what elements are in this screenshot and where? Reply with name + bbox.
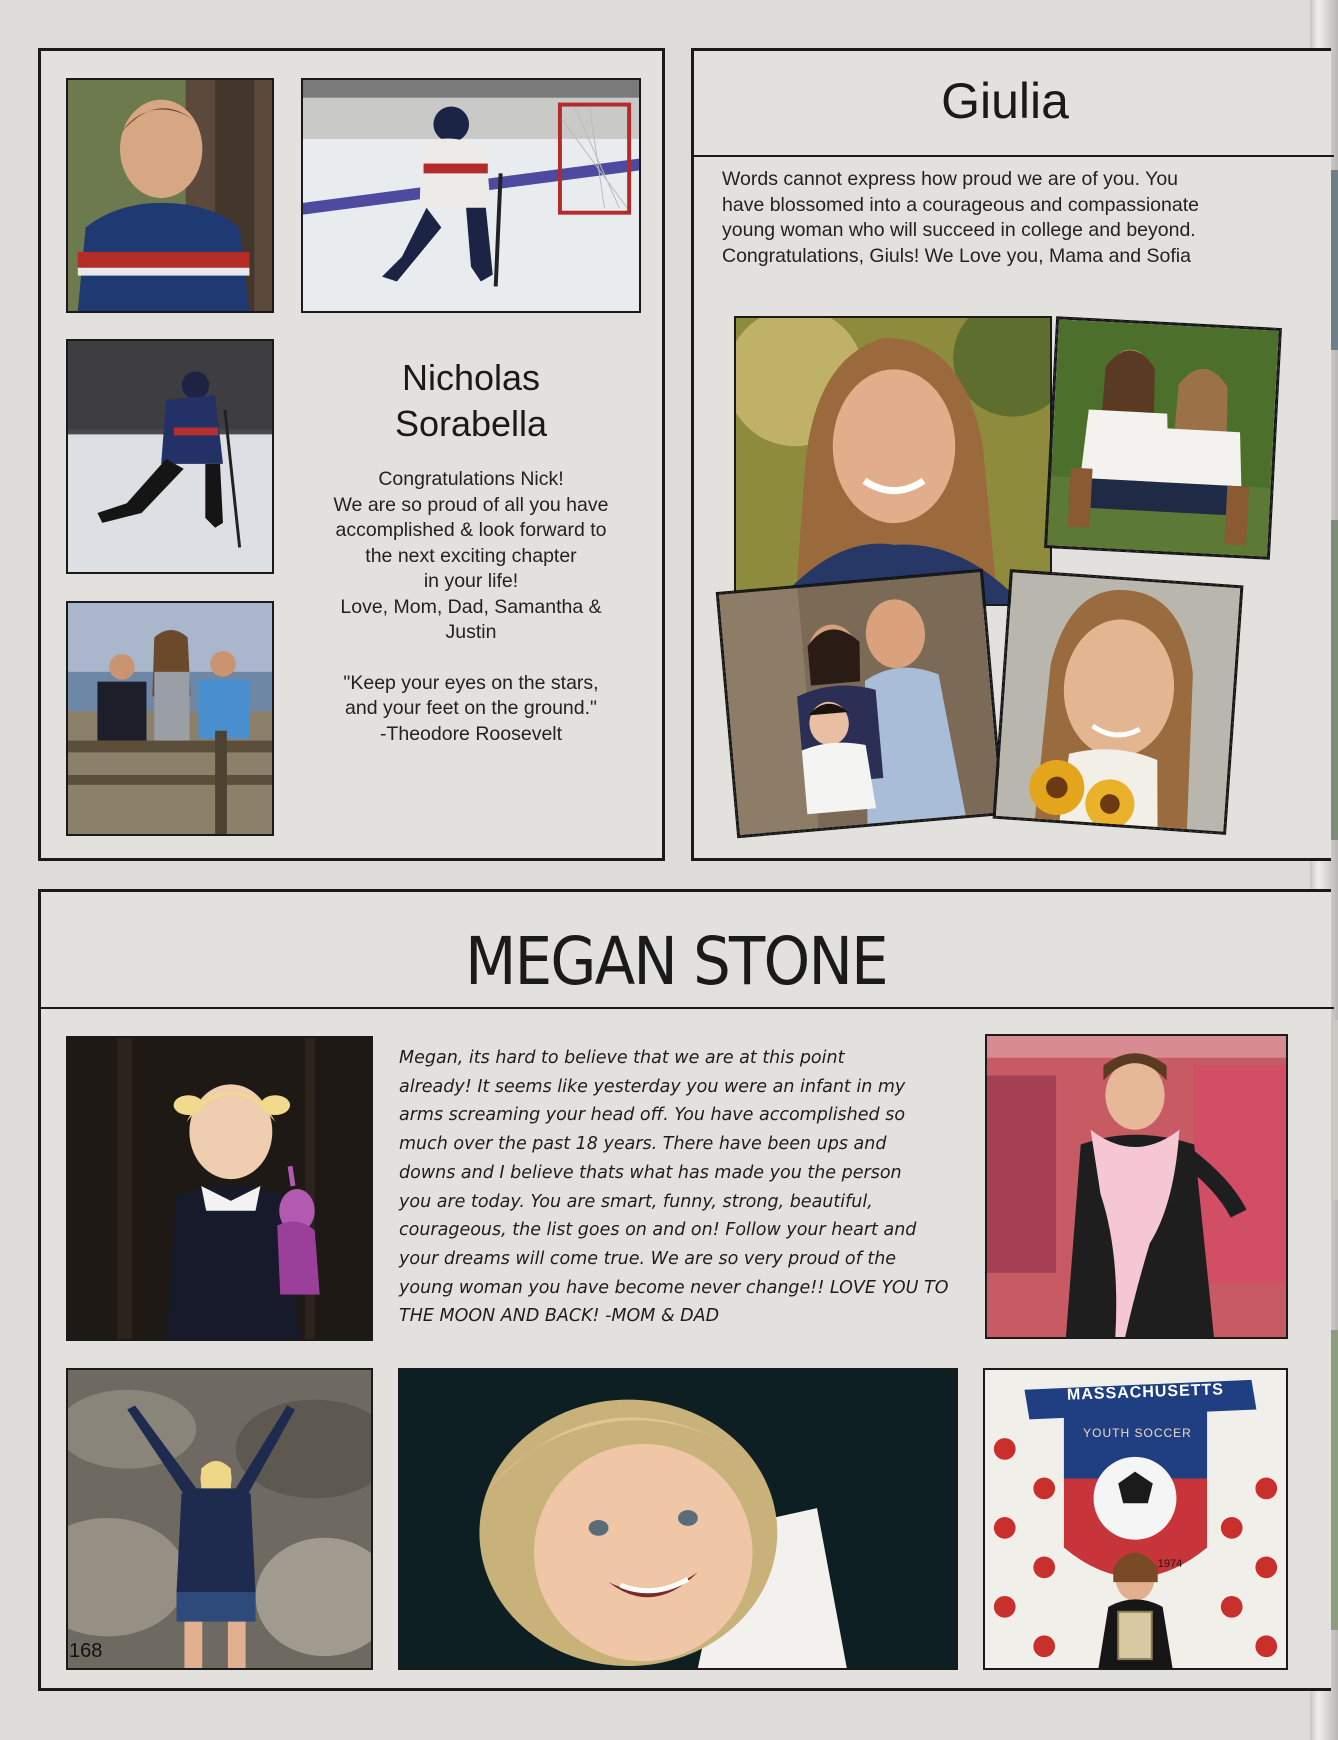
soccer-banner-line2: YOUTH SOCCER bbox=[1083, 1426, 1192, 1440]
giulia-header-rule bbox=[694, 155, 1334, 157]
soccer-banner-year: 1974 bbox=[1157, 1558, 1183, 1570]
message-line: your dreams will come true. We are so very proud of the bbox=[399, 1248, 897, 1269]
message-line: We are so proud of all you have bbox=[333, 493, 609, 516]
message-line: Congratulations, Giuls! We Love you, Mama and Sofia bbox=[722, 244, 1191, 267]
message-line: have blossomed into a courageous and compassionate bbox=[722, 193, 1199, 216]
page-number: 168 bbox=[69, 1640, 103, 1662]
message-line: Megan, its hard to believe that we are at this point bbox=[399, 1048, 845, 1068]
message-line: young woman who will succeed in college and beyond. bbox=[722, 219, 1196, 241]
nicholas-hockey-photo bbox=[301, 78, 641, 313]
quote-line: "Keep your eyes on the stars, bbox=[343, 671, 599, 694]
giulia-senior-portrait-photo bbox=[734, 316, 1052, 606]
message-line: arms screaming your head off. You have accomplished so bbox=[399, 1105, 906, 1126]
nicholas-ad-panel bbox=[38, 48, 665, 861]
megan-header-rule bbox=[41, 1007, 1334, 1009]
giulia-message bbox=[722, 167, 1302, 269]
message-line: much over the past 18 years. There have been ups and bbox=[399, 1134, 887, 1155]
nicholas-name-heading bbox=[306, 355, 636, 447]
quote-attribution: -Theodore Roosevelt bbox=[379, 722, 563, 745]
message-line: accomplished & look forward to bbox=[335, 519, 607, 541]
nicholas-first-name: Nicholas bbox=[401, 357, 541, 398]
nicholas-message bbox=[296, 467, 646, 747]
giulia-sisters-photo bbox=[1045, 317, 1281, 558]
message-line: young woman you have become never change!! LOVE YOU TO bbox=[399, 1277, 949, 1298]
nicholas-pond-skating-photo bbox=[66, 339, 274, 574]
message-line: Love, Mom, Dad, Samantha & bbox=[340, 595, 602, 618]
megan-smiling-child-photo bbox=[398, 1368, 958, 1670]
nicholas-last-name: Sorabella bbox=[394, 403, 548, 444]
quote-line: and your feet on the ground." bbox=[345, 697, 597, 719]
nicholas-family-photo bbox=[66, 601, 274, 836]
megan-message bbox=[399, 1044, 959, 1331]
message-line: courageous, the list goes on and on! Follow your heart and bbox=[399, 1220, 917, 1241]
giulia-ad-panel bbox=[691, 48, 1331, 861]
megan-rocks-photo bbox=[66, 1368, 373, 1670]
message-line: Congratulations Nick! bbox=[378, 468, 564, 490]
message-line: THE MOON AND BACK! -MOM & DAD bbox=[399, 1306, 720, 1327]
message-line: in your life! bbox=[423, 570, 519, 592]
message-line: downs and I believe thats what has made you the person bbox=[399, 1162, 902, 1183]
megan-name-heading: MEGAN STONE bbox=[465, 923, 887, 1000]
message-line: you are today. You are smart, funny, strong, beautiful, bbox=[399, 1191, 873, 1212]
message-line: already! It seems like yesterday you were an infant in my bbox=[399, 1076, 906, 1097]
soccer-banner-line1: MASSACHUSETTS bbox=[1066, 1381, 1225, 1404]
giulia-baby-family-photo bbox=[717, 570, 1003, 837]
megan-boa-photo bbox=[985, 1034, 1288, 1339]
megan-soccer-award-photo bbox=[983, 1368, 1288, 1670]
message-line: Words cannot express how proud we are of you. You bbox=[722, 168, 1179, 190]
message-line: the next exciting chapter bbox=[365, 544, 577, 567]
giulia-childhood-sunflower-photo bbox=[994, 570, 1243, 834]
message-line: Justin bbox=[445, 621, 497, 643]
giulia-name-heading: Giulia bbox=[941, 73, 1069, 129]
megan-ad-panel bbox=[38, 889, 1331, 1691]
megan-toddler-photo bbox=[66, 1036, 373, 1341]
nicholas-portrait-photo bbox=[66, 78, 274, 313]
